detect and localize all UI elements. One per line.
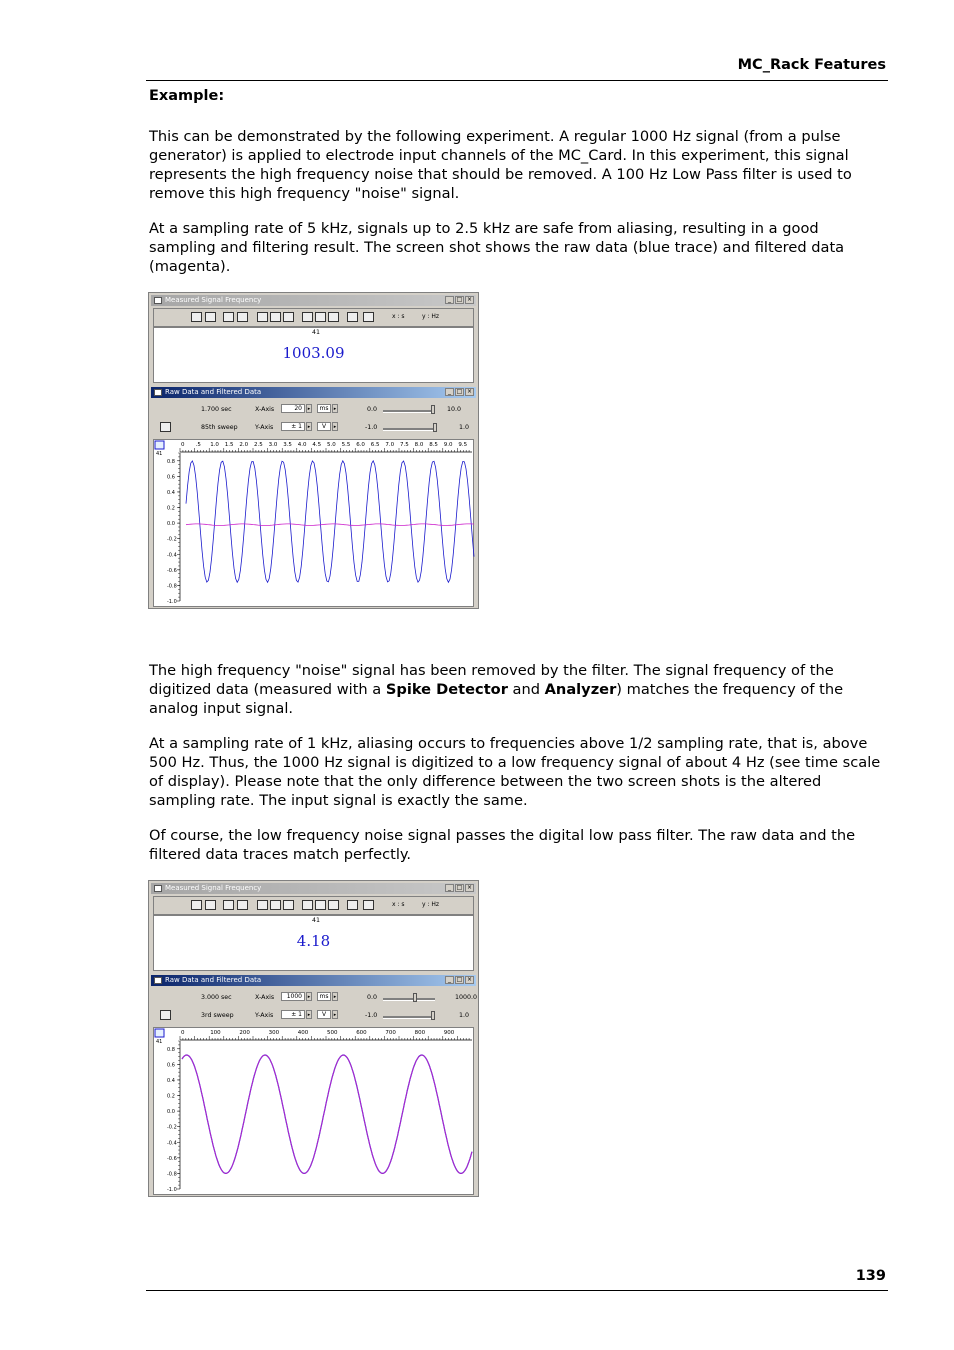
y-range-slider[interactable] (383, 428, 435, 431)
x-unit-spin[interactable]: ▸ (333, 406, 337, 412)
range-start: 0.0 (367, 994, 378, 1001)
footer-rule (146, 1290, 888, 1291)
y-range-start: -1.0 (365, 424, 378, 431)
next-icon[interactable] (223, 312, 234, 322)
raw-data-trace (182, 1055, 472, 1173)
y-tick-label: 0.8 (167, 458, 175, 465)
save-icon[interactable] (347, 312, 358, 322)
trace-plot (153, 439, 474, 607)
minimize-button[interactable]: _ (445, 976, 454, 984)
y-unit-spin[interactable]: ▸ (333, 1012, 337, 1018)
first-icon[interactable] (191, 312, 202, 322)
camera-icon[interactable] (363, 312, 374, 322)
screenshot-1khz (148, 880, 479, 1197)
window-icon (154, 389, 162, 396)
save-icon[interactable] (160, 422, 171, 432)
x-range-slider[interactable] (383, 998, 435, 1001)
maximize-button[interactable]: □ (456, 884, 463, 891)
y-tick-label: 0.8 (167, 1046, 175, 1053)
x-tick-label: 3.0 (268, 442, 278, 448)
zoom-in-icon[interactable] (257, 312, 268, 322)
data-window-titlebar[interactable] (151, 387, 476, 398)
freq-window-title: Measured Signal Frequency (165, 296, 262, 304)
zoom-in-y-icon[interactable] (302, 900, 313, 910)
x-tick-label: 800 (414, 1030, 426, 1036)
plot-canvas (154, 1028, 475, 1194)
y-range-end: 1.0 (459, 424, 470, 431)
close-button[interactable]: × (466, 296, 473, 303)
window-icon (154, 977, 162, 984)
prev-icon[interactable] (205, 312, 216, 322)
freq-toolbar (153, 308, 474, 327)
x-unit-label: x : s (392, 313, 405, 320)
paragraph-1: This can be demonstrated by the following experiment. A regular 1000 Hz signal (from a pulse generator) is applied to electrode input channels of the MC_Card. In this experiment, this signal represents the high frequency noise that should be removed. A 100 Hz Low Pass filter is used to remove this high frequency "noise" signal. (149, 128, 852, 202)
x-tick-label: 4.0 (297, 442, 307, 448)
y-range-start: -1.0 (365, 1012, 378, 1019)
x-axis-value[interactable]: 1000 (281, 992, 305, 1001)
x-tick-label: 3.5 (283, 442, 292, 448)
y-tick-label: 0.4 (167, 1077, 175, 1084)
y-tick-label: -0.8 (167, 583, 177, 590)
zoom-out-y-icon[interactable] (328, 900, 339, 910)
save-icon[interactable] (160, 1010, 171, 1020)
y-tick-label: 0.6 (167, 474, 175, 481)
zoom-icon (155, 441, 164, 449)
x-tick-label: 1.5 (224, 442, 234, 448)
x-range-thumb[interactable] (431, 405, 435, 414)
data-window-titlebar[interactable] (151, 975, 476, 986)
last-icon[interactable] (237, 312, 248, 322)
x-tick-label: 7.5 (400, 442, 409, 448)
x-tick-label: 5.0 (327, 442, 336, 448)
x-tick-label: 4.5 (312, 442, 322, 448)
x-axis-value[interactable]: 20 (281, 404, 305, 413)
frequency-value: 4.18 (296, 932, 331, 950)
x-tick-label: 9.5 (458, 442, 468, 448)
freq-toolbar (153, 896, 474, 915)
first-icon[interactable] (191, 900, 202, 910)
y-range-slider[interactable] (383, 1016, 435, 1019)
y-axis-unit[interactable]: V (317, 1010, 331, 1019)
page-number: 139 (855, 1268, 886, 1284)
zoom-reset-icon[interactable] (270, 312, 281, 322)
maximize-button[interactable]: □ (456, 976, 463, 983)
x-tick-label: 7.0 (385, 442, 395, 448)
x-tick-label: 700 (385, 1030, 396, 1036)
y-tick-label: -0.2 (167, 1124, 177, 1131)
y-axis-unit[interactable]: V (317, 422, 331, 431)
y-tick-label: 0.0 (167, 521, 175, 528)
x-tick-label: 900 (443, 1030, 455, 1036)
minimize-button[interactable]: _ (445, 884, 454, 892)
maximize-button[interactable]: □ (456, 296, 463, 303)
freq-window-title: Measured Signal Frequency (165, 884, 262, 892)
trace-plot (153, 1027, 474, 1195)
y-range-thumb[interactable] (433, 423, 437, 432)
channel-label: 41 (312, 917, 321, 924)
example-heading: Example: (149, 88, 225, 104)
x-axis-unit[interactable]: ms (317, 992, 331, 1001)
frequency-display (153, 915, 474, 971)
sweep-label: 85th sweep (201, 424, 238, 431)
sweep-label: 3rd sweep (201, 1012, 234, 1019)
header-rule (146, 80, 888, 81)
y-tick-label: 0.6 (167, 1062, 175, 1069)
plot-channel-label: 41 (156, 451, 163, 457)
filtered-data-trace (182, 1055, 472, 1173)
y-axis-label: Y-Axis (255, 1012, 274, 1019)
last-icon[interactable] (237, 900, 248, 910)
paragraph-4: At a sampling rate of 1 kHz, aliasing occurs to frequencies above 1/2 sampling rate, that is, above 500 Hz. Thus, the 1000 Hz signal is digitized to a low frequency signal of about 4 Hz (see time scale of display). Please note that the only difference between the two screen shots is the altered sampling rate. The input signal is exactly the same. (149, 735, 881, 809)
zoom-reset-y-icon[interactable] (315, 900, 326, 910)
zoom-icon (155, 1029, 164, 1037)
camera-icon[interactable] (363, 900, 374, 910)
minimize-button[interactable]: _ (445, 388, 454, 396)
zoom-out-y-icon[interactable] (328, 312, 339, 322)
x-tick-label: 0 (181, 1030, 185, 1036)
window-icon (154, 885, 162, 892)
data-window-title: Raw Data and Filtered Data (165, 388, 262, 396)
x-axis-label: X-Axis (255, 994, 275, 1001)
y-tick-label: 0.2 (167, 1093, 175, 1100)
y-axis-spin[interactable]: ▸ (307, 424, 311, 430)
x-tick-label: 8.5 (429, 442, 438, 448)
y-tick-label: -0.4 (167, 552, 177, 559)
range-start: 0.0 (367, 406, 378, 413)
x-axis-spin[interactable]: ▸ (307, 406, 311, 412)
y-axis-spin[interactable]: ▸ (307, 1012, 311, 1018)
x-tick-label: .5 (195, 442, 201, 448)
range-end: 1000.0 (455, 994, 478, 1001)
x-tick-label: 5.5 (341, 442, 351, 448)
x-tick-label: 2.0 (239, 442, 249, 448)
x-tick-label: 500 (327, 1030, 338, 1036)
running-header: MC_Rack Features (737, 57, 886, 73)
close-button[interactable]: × (466, 976, 473, 983)
x-tick-label: 6.5 (370, 442, 380, 448)
x-unit-label: x : s (392, 901, 405, 908)
y-tick-label: -1.0 (167, 599, 177, 605)
x-tick-label: 1.0 (210, 442, 219, 448)
x-range-thumb[interactable] (413, 993, 417, 1002)
y-tick-label: -0.2 (167, 536, 177, 543)
frequency-display (153, 327, 474, 383)
save-icon[interactable] (347, 900, 358, 910)
x-tick-label: 8.0 (414, 442, 424, 448)
x-axis-unit[interactable]: ms (317, 404, 331, 413)
x-unit-spin[interactable]: ▸ (333, 994, 337, 1000)
y-axis-label: Y-Axis (255, 424, 274, 431)
time-label: 3.000 sec (201, 994, 232, 1001)
y-tick-label: -0.8 (167, 1171, 177, 1178)
zoom-in-icon[interactable] (257, 900, 268, 910)
close-button[interactable]: × (466, 884, 473, 891)
prev-icon[interactable] (205, 900, 216, 910)
x-tick-label: 9.0 (443, 442, 453, 448)
y-range-end: 1.0 (459, 1012, 470, 1019)
y-tick-label: -0.6 (167, 567, 177, 574)
y-tick-label: -1.0 (167, 1187, 177, 1193)
y-unit-label: y : Hz (422, 901, 440, 908)
paragraph-3: The high frequency "noise" signal has been removed by the filter. The signal frequency of the digitized data (measured with a Spike Detector and Analyzer) matches the frequency of the analog input signal. (149, 662, 844, 717)
y-unit-label: y : Hz (422, 313, 440, 320)
time-label: 1.700 sec (201, 406, 232, 413)
freq-window-titlebar[interactable] (151, 883, 476, 894)
freq-window-titlebar[interactable] (151, 295, 476, 306)
data-window-title: Raw Data and Filtered Data (165, 976, 262, 984)
x-tick-label: 6.0 (356, 442, 365, 448)
zoom-out-icon[interactable] (283, 312, 294, 322)
x-tick-label: 400 (297, 1030, 309, 1036)
channel-label: 41 (312, 329, 321, 336)
zoom-reset-icon[interactable] (270, 900, 281, 910)
x-tick-label: 300 (268, 1030, 280, 1036)
close-button[interactable]: × (466, 388, 473, 395)
x-axis-label: X-Axis (255, 406, 275, 413)
window-icon (154, 297, 162, 304)
y-tick-label: 0.4 (167, 489, 175, 496)
y-tick-label: -0.4 (167, 1140, 177, 1147)
raw-data-trace (186, 461, 474, 583)
y-tick-label: 0.0 (167, 1109, 175, 1116)
paragraph-2: At a sampling rate of 5 kHz, signals up to 2.5 kHz are safe from aliasing, resulting in a good sampling and filtering result. The screen shot shows the raw data (blue trace) and filtered data (magenta). (149, 220, 845, 275)
x-tick-label: 2.5 (254, 442, 263, 448)
zoom-in-y-icon[interactable] (302, 312, 313, 322)
x-tick-label: 600 (356, 1030, 367, 1036)
zoom-out-icon[interactable] (283, 900, 294, 910)
plot-canvas (154, 440, 475, 606)
plot-channel-label: 41 (156, 1039, 163, 1045)
maximize-button[interactable]: □ (456, 388, 463, 395)
y-tick-label: -0.6 (167, 1155, 177, 1162)
y-unit-spin[interactable]: ▸ (333, 424, 337, 430)
y-range-thumb[interactable] (431, 1011, 435, 1020)
x-tick-label: 200 (239, 1030, 250, 1036)
x-tick-label: 100 (210, 1030, 221, 1036)
paragraph-5: Of course, the low frequency noise signal passes the digital low pass filter. The raw data and the filtered data traces match perfectly. (149, 827, 856, 863)
screenshot-5khz (148, 292, 479, 609)
zoom-reset-y-icon[interactable] (315, 312, 326, 322)
x-axis-spin[interactable]: ▸ (307, 994, 311, 1000)
frequency-value: 1003.09 (282, 344, 345, 362)
next-icon[interactable] (223, 900, 234, 910)
y-axis-value[interactable]: ± 1 (281, 1010, 305, 1019)
range-end: 10.0 (447, 406, 462, 413)
y-tick-label: 0.2 (167, 505, 175, 512)
minimize-button[interactable]: _ (445, 296, 454, 304)
y-axis-value[interactable]: ± 1 (281, 422, 305, 431)
x-tick-label: 0 (181, 442, 185, 448)
x-range-slider[interactable] (383, 410, 435, 413)
filtered-data-trace (186, 524, 474, 526)
